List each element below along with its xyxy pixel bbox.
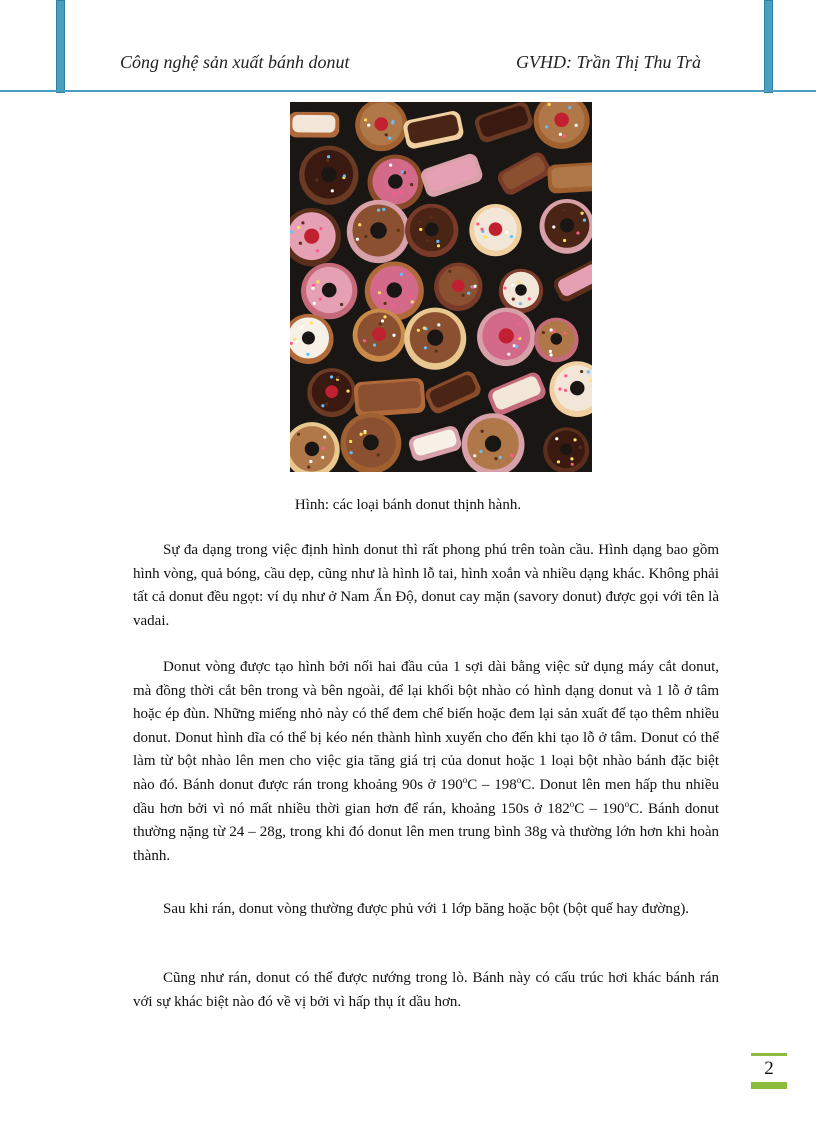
donut-shape [355, 102, 407, 151]
donut-shape [486, 370, 548, 417]
paragraph-forming-text-2: C – 198 [467, 776, 517, 793]
donut-shape [540, 199, 592, 254]
donut-shape [290, 422, 340, 472]
donut-shape [462, 413, 525, 472]
donut-shape [407, 424, 463, 463]
donut-shape [290, 112, 339, 138]
paragraph-baking [133, 967, 719, 1014]
header-rule [0, 90, 816, 92]
degree-mark: o [516, 774, 522, 785]
paragraph-forming-text-4: C – 190 [574, 800, 625, 817]
degree-mark: o [569, 798, 575, 809]
degree-mark: o [462, 774, 468, 785]
header-right-bar [764, 0, 773, 93]
paragraph-coating-text: Sau khi rán, donut vòng thường được phủ với 1 lớp băng hoặc bột (bột quế hay đường). [163, 901, 690, 917]
paragraph-baking-text: Cũng như rán, donut có thể được nướng trong lò. Bánh này có cấu trúc hơi khác bánh rán với sự khác biệt nào đó về vị bởi vì hấp thụ ít dầu hơn. [133, 970, 719, 1010]
paragraph-forming-text-1: Donut vòng được tạo hình bởi nối hai đầu của 1 sợi dài bằng việc sử dụng máy cắt donut, mà đồng thời cắt bên trong và bên ngoài, để lại khối bột nhào có hình dạng donut và 1 lỗ ở tâm hoặc ép đùn. Những miếng nhỏ này có thể đem chế biến hoặc đem lại sản xuất để tạo thêm nhiều donut. Donut hình dĩa có thể bị kéo nén thành hình xuyến cho đến khi tạo lỗ ở tâm. Donut có thể làm từ bột nhào lên men cho việc gia tăng giá trị của donut hoặc 1 loại bột nhào bánh đặc biệt nào đó. Bánh donut được rán trong khoảng 90s ở 190 [133, 659, 719, 793]
donut-shape [353, 309, 406, 362]
donut-shape [404, 308, 466, 370]
header-instructor: GVHD: Trần Thị Thu Trà [516, 52, 702, 72]
donut-shape [405, 204, 458, 257]
donut-shape [543, 427, 589, 472]
donut-shape [473, 102, 535, 144]
paragraph-coating [133, 898, 719, 922]
paragraph-shapes-text: Sự đa dạng trong việc định hình donut thì rất phong phú trên toàn cầu. Hình dạng bao gồm hình vòng, quả bóng, cầu dẹp, cũng như là hình lỗ tai, hình xoắn và nhiều dạng khác. Không phải tất cả donut đều ngọt: ví dụ như ở Nam Ấn Độ, donut cay mặn (savory donut) được gọi với tên là vadai. [133, 542, 719, 629]
donut-shape [290, 208, 341, 266]
paragraph-forming [133, 656, 719, 868]
figure-caption: Hình: các loại bánh donut thịnh hành. [294, 497, 522, 513]
donut-shape [419, 152, 485, 199]
paragraph-shapes [133, 539, 719, 633]
donut-shape [477, 308, 535, 366]
donut-shape [495, 150, 553, 198]
page-number-bottom-rule [751, 1082, 787, 1089]
donut-photo [290, 102, 592, 472]
donut-shape [551, 258, 592, 304]
header-document-title: Công nghệ sản xuất bánh donut [120, 52, 350, 72]
header-left-bar [56, 0, 65, 93]
paragraph-forming-text-5: C. Bánh donut thường nặng từ 24 – 28g, trong khi đó donut lên men trung bình 38g và thường lớn hơn khi hoàn thành. [133, 800, 719, 864]
donut-shape [534, 102, 590, 149]
donut-shape [402, 110, 465, 150]
donut-shape [347, 200, 410, 263]
donut-shape [423, 369, 483, 416]
donut-shape [434, 263, 482, 311]
degree-mark: o [624, 798, 630, 809]
donut-shape [290, 314, 334, 364]
donut-shape [307, 368, 356, 417]
page-number-top-rule [751, 1053, 787, 1056]
donut-shape [534, 318, 579, 363]
paragraph-forming-text-3: C. Donut lên men hấp thu nhiều dầu hơn bởi vì nó mất nhiều thời gian hơn để rán, khoảng 150s ở 182 [133, 776, 719, 817]
donut-shape [340, 413, 401, 472]
donut-shape [547, 162, 592, 194]
page-number: 2 [764, 1058, 774, 1079]
donut-shape [549, 361, 592, 417]
donut-shape [353, 377, 426, 417]
donut-shape [301, 263, 357, 319]
donut-shape [299, 146, 358, 205]
donut-shape [499, 269, 543, 313]
donut-shape [469, 204, 521, 256]
